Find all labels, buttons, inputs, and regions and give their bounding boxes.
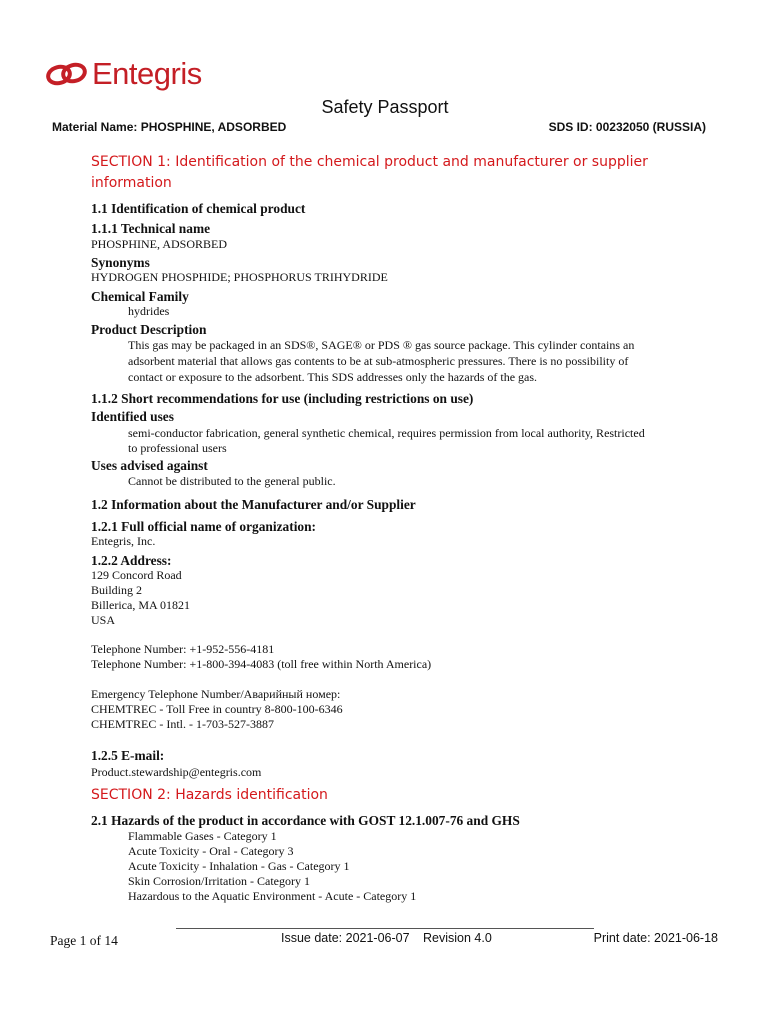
organization-name: Entegris, Inc. [91, 534, 156, 548]
product-description-line: adsorbent material that allows gas contents to be at sub-atmospheric pressures. There is no possibility of [128, 354, 629, 368]
entegris-logo [46, 56, 202, 92]
telephone-line: Telephone Number: +1-952-556-4181 [91, 642, 275, 656]
identified-uses-line: to professional users [128, 441, 227, 455]
emergency-line: CHEMTREC - Toll Free in country 8-800-100-6346 [91, 702, 343, 716]
chemical-family-value: hydrides [128, 304, 170, 318]
footer-divider [176, 928, 594, 929]
section1-heading-line2: information [91, 175, 172, 191]
heading-1-1-1: 1.1.1 Technical name [91, 221, 211, 236]
product-description-label: Product Description [91, 322, 207, 337]
heading-1-1: 1.1 Identification of chemical product [91, 201, 306, 216]
uses-advised-against-label: Uses advised against [91, 458, 208, 473]
document-title: Safety Passport [321, 97, 449, 117]
telephone-line: Telephone Number: +1-800-394-4083 (toll free within North America) [91, 657, 432, 671]
section1-heading-line1: SECTION 1: Identification of the chemical product and manufacturer or supplier [91, 154, 648, 170]
entegris-swirl-icon [46, 60, 88, 88]
logo-text: Entegris [92, 56, 202, 91]
synonyms-label: Synonyms [91, 255, 150, 270]
chemical-family-label: Chemical Family [91, 289, 189, 304]
sds-id: SDS ID: 00232050 (RUSSIA) [548, 120, 706, 134]
heading-1-2: 1.2 Information about the Manufacturer and/or Supplier [91, 497, 416, 512]
section1-heading [91, 152, 648, 194]
print-date: Print date: 2021-06-18 [593, 931, 718, 945]
heading-1-2-2: 1.2.2 Address: [91, 553, 172, 568]
address-line: Billerica, MA 01821 [91, 598, 190, 612]
address-line: 129 Concord Road [91, 568, 182, 582]
hazard-list [128, 829, 416, 904]
address [91, 568, 190, 628]
heading-2-1: 2.1 Hazards of the product in accordance with GOST 12.1.007-76 and GHS [91, 813, 520, 828]
emergency-line: Emergency Telephone Number/Аварийный номер: [91, 687, 341, 701]
hazard-item: Skin Corrosion/Irritation - Category 1 [128, 874, 310, 888]
hazard-item: Hazardous to the Aquatic Environment - Acute - Category 1 [128, 889, 417, 903]
emergency-telephone [91, 687, 343, 732]
address-line: USA [91, 613, 116, 627]
technical-name: PHOSPHINE, ADSORBED [91, 237, 228, 251]
identified-uses-label: Identified uses [91, 409, 174, 424]
product-description [128, 338, 634, 385]
hazard-item: Acute Toxicity - Oral - Category 3 [128, 844, 294, 858]
heading-1-2-5: 1.2.5 E-mail: [91, 748, 165, 763]
hazard-item: Flammable Gases - Category 1 [128, 829, 277, 843]
telephone-numbers [91, 642, 431, 672]
email: Product.stewardship@entegris.com [91, 765, 262, 779]
hazard-item: Acute Toxicity - Inhalation - Gas - Category 1 [128, 859, 350, 873]
uses-advised-against: Cannot be distributed to the general public. [128, 474, 336, 488]
product-description-line: contact or exposure to the adsorbent. This SDS addresses only the hazards of the gas. [128, 370, 538, 384]
synonyms-value: HYDROGEN PHOSPHIDE; PHOSPHORUS TRIHYDRIDE [91, 270, 388, 284]
revision: Revision 4.0 [423, 931, 492, 945]
emergency-line: CHEMTREC - Intl. - 1-703-527-3887 [91, 717, 274, 731]
product-description-line: This gas may be packaged in an SDS®, SAGE® or PDS ® gas source package. This cylinder contains an [128, 338, 635, 352]
identified-uses-line: semi-conductor fabrication, general synthetic chemical, requires permission from local authority, Restricted [128, 426, 645, 440]
heading-1-2-1: 1.2.1 Full official name of organization: [91, 519, 317, 534]
material-name: Material Name: PHOSPHINE, ADSORBED [52, 120, 287, 134]
address-line: Building 2 [91, 583, 143, 597]
section2-heading: SECTION 2: Hazards identification [91, 787, 328, 803]
page-number: Page 1 of 14 [50, 933, 118, 948]
issue-date: Issue date: 2021-06-07 [281, 931, 410, 945]
heading-1-1-2: 1.1.2 Short recommendations for use (including restrictions on use) [91, 391, 474, 406]
identified-uses [128, 426, 645, 456]
